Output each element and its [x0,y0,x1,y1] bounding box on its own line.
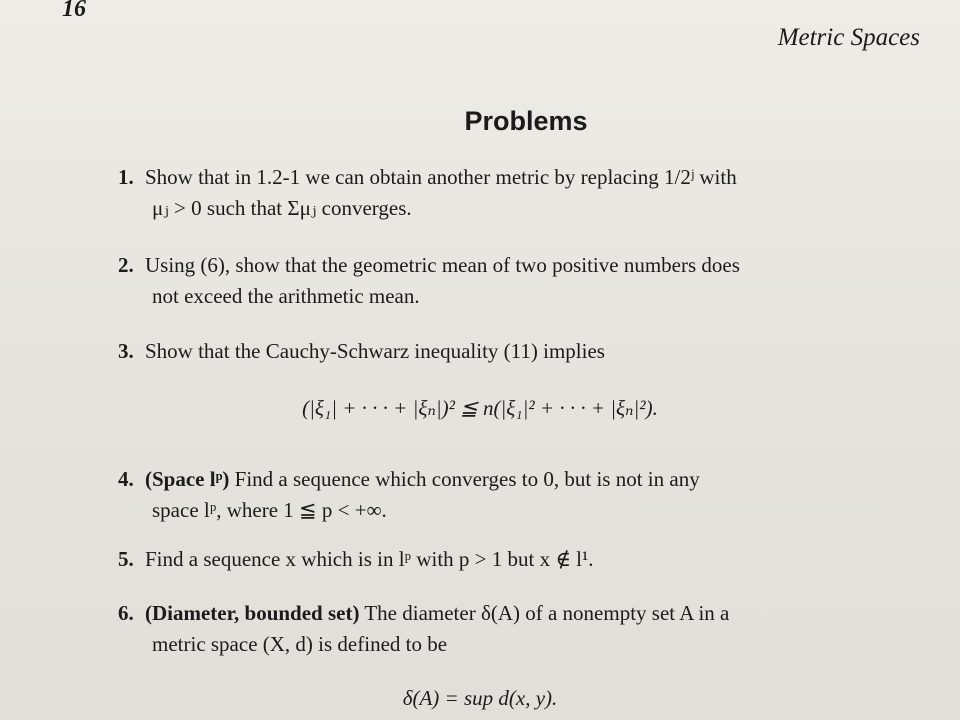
problem-text-line1: Find a sequence x which is in lᵖ with p > 1 but x ∉ l¹. [145,547,594,571]
problem-text-line2: metric space (X, d) is defined to be [152,632,448,656]
problem-5 [118,544,916,575]
problem-number: 2. [118,253,134,277]
problem-text-line1: Using (6), show that the geometric mean of two positive numbers does [145,253,740,277]
problem-6 [118,598,916,660]
problem-4 [118,464,916,526]
problem-text-line1: Show that in 1.2-1 we can obtain another metric by replacing 1/2ʲ with [145,165,737,189]
problem-number: 4. [118,467,134,491]
problem-text-line2: μⱼ > 0 such that Σμⱼ converges. [152,196,412,220]
problem-number: 3. [118,339,134,363]
problem-2 [118,250,916,312]
problem-text-line1: Show that the Cauchy-Schwarz inequality (11) implies [145,339,605,363]
page-number: 16 [62,0,86,22]
running-head: Metric Spaces [777,24,920,51]
problem-title: (Space lᵖ) [145,467,230,491]
problem-text-line1: The diameter δ(A) of a nonempty set A in a [364,601,730,625]
problem-number: 5. [118,547,134,571]
problem-3 [118,336,916,367]
formula-diameter: δ(A) = sup d(x, y). [402,686,558,710]
problem-text-line2: space lᵖ, where 1 ≦ p < +∞. [152,498,387,522]
section-title: Problems [464,106,588,136]
problem-text-line2: not exceed the arithmetic mean. [152,284,420,308]
problem-1 [118,162,916,224]
formula-cauchy-schwarz: (|ξ₁| + · · · + |ξₙ|)² ≦ n(|ξ₁|² + · · · + |ξₙ|²). [302,396,658,420]
problem-text-line1: Find a sequence which converges to 0, but is not in any [234,467,700,491]
problem-number: 6. [118,601,134,625]
problem-number: 1. [118,165,134,189]
problem-title: (Diameter, bounded set) [145,601,360,625]
